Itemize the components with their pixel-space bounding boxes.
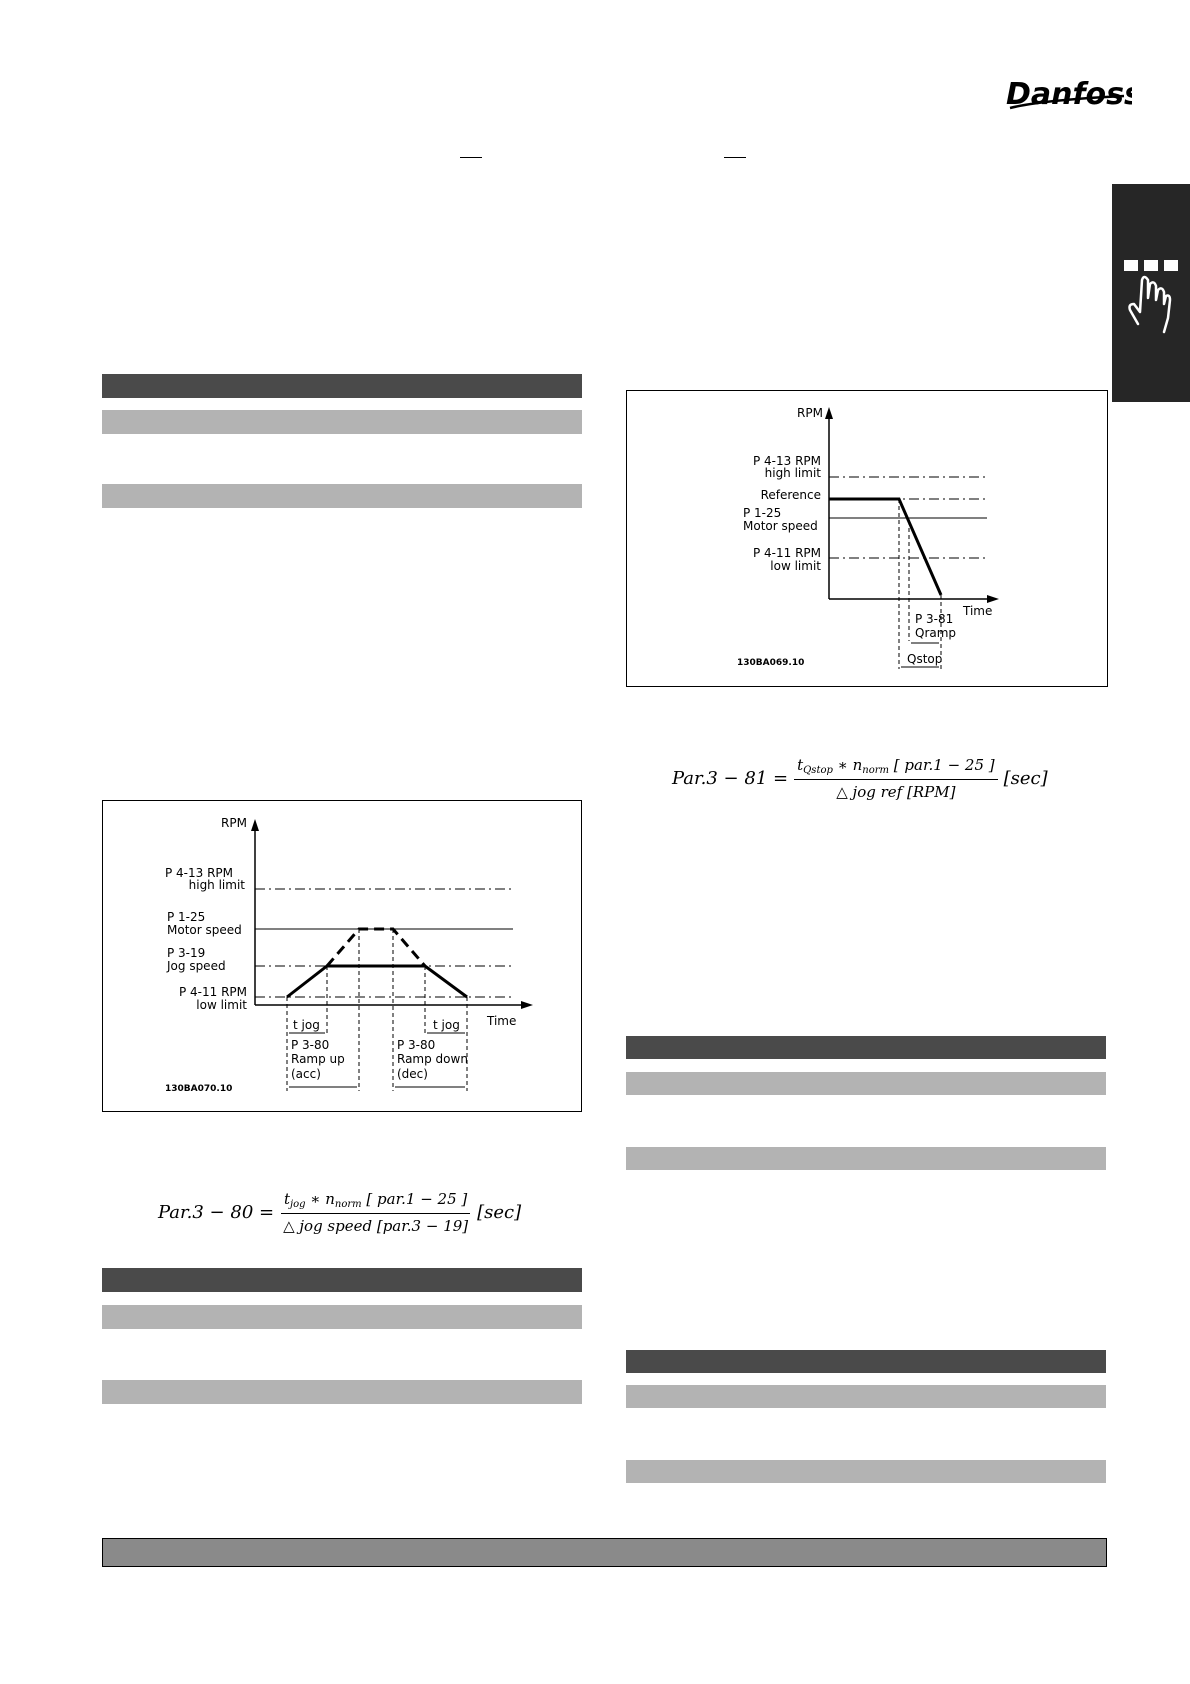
section-side-tab <box>1112 184 1190 402</box>
qstop-level-label: Motor speed <box>743 519 818 533</box>
jog-level-label: low limit <box>196 998 247 1012</box>
qstop-level-label: P 1-25 <box>743 506 782 520</box>
formula-numerator: $t_{jog}$ ∗ $n_{norm}$ [ par.1 − 25 ] <box>281 1190 470 1214</box>
formula-denominator: △ jog ref [RPM] <box>836 782 956 801</box>
page-footer-bar <box>102 1538 1107 1567</box>
formula-lhs: Par.3 − 80 = <box>158 1201 275 1223</box>
formula-fraction <box>280 1190 471 1235</box>
parameter-function-bar <box>626 1460 1106 1483</box>
jog-level-label: P 3-19 <box>167 946 206 960</box>
formula-denominator: △ jog speed [par.3 − 19] <box>283 1216 469 1235</box>
formula-fraction <box>794 756 998 801</box>
parameter-header-bar <box>626 1350 1106 1373</box>
parameter-range-bar <box>626 1385 1106 1408</box>
parameter-range-bar <box>102 1305 582 1329</box>
formula-unit: [sec] <box>1003 767 1048 789</box>
parameter-range-bar <box>102 410 582 434</box>
formula-unit: [sec] <box>477 1201 522 1223</box>
parameter-header-bar <box>102 1268 582 1292</box>
jog-ramp-figure <box>102 800 582 1112</box>
parameter-function-bar <box>626 1147 1106 1170</box>
jog-tjog-left-label: t jog <box>293 1018 320 1032</box>
jog-level-label: P 1-25 <box>167 910 206 924</box>
jog-level-label: high limit <box>188 878 245 892</box>
qstop-axis-x-label: Time <box>963 604 993 618</box>
quick-stop-formula <box>672 750 1048 806</box>
qstop-level-label: P 4-11 RPM <box>752 546 821 560</box>
qstop-qramp-label: Qramp <box>915 626 957 640</box>
qstop-level-label: low limit <box>770 559 821 573</box>
jog-ramp-down-label: P 3-80 <box>397 1038 436 1052</box>
qstop-axis-y-label: RPM <box>797 406 823 420</box>
jog-ramp-down-label: (dec) <box>397 1067 428 1081</box>
quick-stop-figure <box>626 390 1108 687</box>
jog-level-label: P 4-11 RPM <box>178 985 247 999</box>
jog-ramp-formula <box>158 1184 521 1240</box>
jog-level-label: Motor speed <box>167 923 242 937</box>
jog-axis-x-label: Time <box>487 1014 517 1028</box>
jog-ramp-down-label: Ramp down <box>397 1052 468 1066</box>
hand-pointing-keys-icon <box>1112 184 1190 402</box>
jog-tjog-right-label: t jog <box>433 1018 460 1032</box>
jog-ramp-up-label: (acc) <box>291 1067 321 1081</box>
overline-mark <box>460 157 482 158</box>
formula-numerator: $t_{Qstop}$ ∗ $n_{norm}$ [ par.1 − 25 ] <box>794 756 998 780</box>
jog-level-label: P 4-13 RPM <box>164 866 233 880</box>
parameter-header-bar <box>102 374 582 398</box>
qstop-qramp-label: P 3-81 <box>915 612 954 626</box>
parameter-header-bar <box>626 1036 1106 1059</box>
danfoss-logo <box>1002 70 1132 116</box>
parameter-function-bar <box>102 484 582 508</box>
overline-mark <box>724 157 746 158</box>
logo-text: Danfoss <box>1006 77 1132 112</box>
qstop-figure-code: 130BA069.10 <box>737 658 805 668</box>
qstop-qstop-label: Qstop <box>907 652 943 666</box>
formula-lhs: Par.3 − 81 = <box>672 767 789 789</box>
jog-level-label: Jog speed <box>167 959 226 973</box>
jog-figure-code: 130BA070.10 <box>165 1084 233 1094</box>
parameter-function-bar <box>102 1380 582 1404</box>
qstop-level-label: P 4-13 RPM <box>752 454 821 468</box>
jog-ramp-up-label: P 3-80 <box>291 1038 330 1052</box>
jog-ramp-up-label: Ramp up <box>291 1052 345 1066</box>
parameter-range-bar <box>626 1072 1106 1095</box>
jog-axis-y-label: RPM <box>221 816 247 830</box>
qstop-level-label: high limit <box>764 466 821 480</box>
qstop-level-label: Reference <box>760 488 821 502</box>
